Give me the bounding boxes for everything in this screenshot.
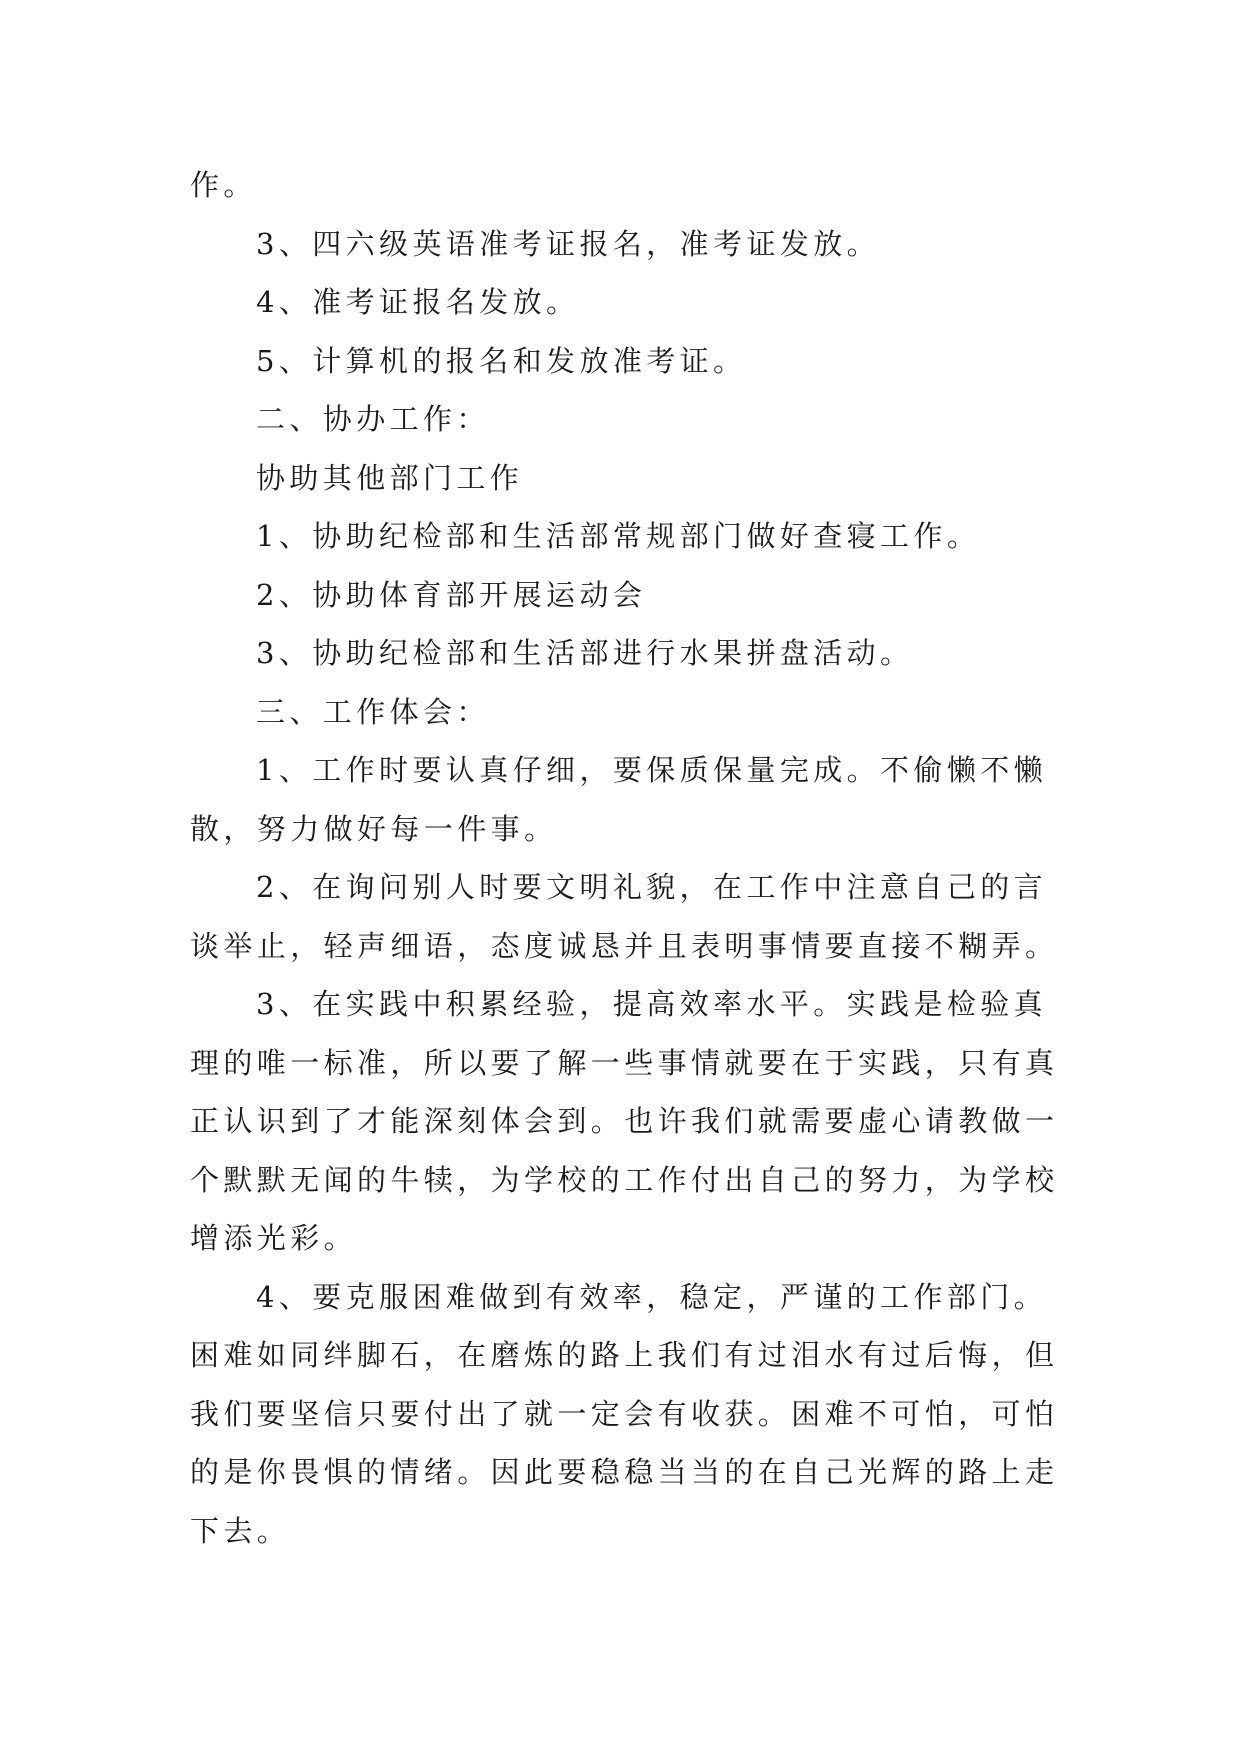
paragraph-line: 个默默无闻的牛犊，为学校的工作付出自己的努力，为学校 xyxy=(190,1162,1059,1197)
paragraph-line: 4、准考证报名发放。 xyxy=(256,285,580,319)
paragraph-line: 3、四六级英语准考证报名，准考证发放。 xyxy=(256,226,881,261)
paragraph-line: 协助其他部门工作 xyxy=(256,460,524,495)
paragraph-line: 的是你畏惧的情绪。因此要稳稳当当的在自己光辉的路上走 xyxy=(190,1455,1059,1489)
paragraph-line: 增添光彩。 xyxy=(190,1221,358,1255)
paragraph-line: 3、在实践中积累经验，提高效率水平。实践是检验真 xyxy=(256,987,1048,1021)
paragraph-line: 困难如同绊脚石，在磨炼的路上我们有过泪水有过后悔，但 xyxy=(190,1338,1059,1372)
paragraph-line: 1、协助纪检部和生活部常规部门做好查寝工作。 xyxy=(256,519,981,553)
paragraph-line: 正认识到了才能深刻体会到。也许我们就需要虚心请教做一 xyxy=(190,1104,1059,1138)
paragraph-line: 5、计算机的报名和发放准考证。 xyxy=(256,343,747,378)
paragraph-line: 3、协助纪检部和生活部进行水果拼盘活动。 xyxy=(256,636,914,670)
document-body xyxy=(190,156,1059,1560)
paragraph-line: 作。 xyxy=(190,168,257,202)
paragraph-line: 1、工作时要认真仔细，要保质保量完成。不偷懒不懒 xyxy=(256,753,1048,787)
paragraph-line: 我们要坚信只要付出了就一定会有收获。困难不可怕，可怕 xyxy=(190,1396,1059,1431)
paragraph-line: 2、协助体育部开展运动会 xyxy=(256,577,647,612)
paragraph-line: 4、要克服困难做到有效率，稳定，严谨的工作部门。 xyxy=(256,1279,1048,1314)
paragraph-line: 二、协办工作： xyxy=(256,402,490,436)
paragraph-line: 谈举止，轻声细语，态度诚恳并且表明事情要直接不糊弄。 xyxy=(190,928,1059,963)
paragraph-line: 理的唯一标准，所以要了解一些事情就要在于实践，只有真 xyxy=(190,1045,1059,1080)
paragraph-line: 散，努力做好每一件事。 xyxy=(190,811,558,846)
paragraph-line: 2、在询问别人时要文明礼貌，在工作中注意自己的言 xyxy=(256,870,1048,904)
paragraph-line: 下去。 xyxy=(190,1513,291,1548)
paragraph-line: 三、工作体会： xyxy=(256,694,490,729)
